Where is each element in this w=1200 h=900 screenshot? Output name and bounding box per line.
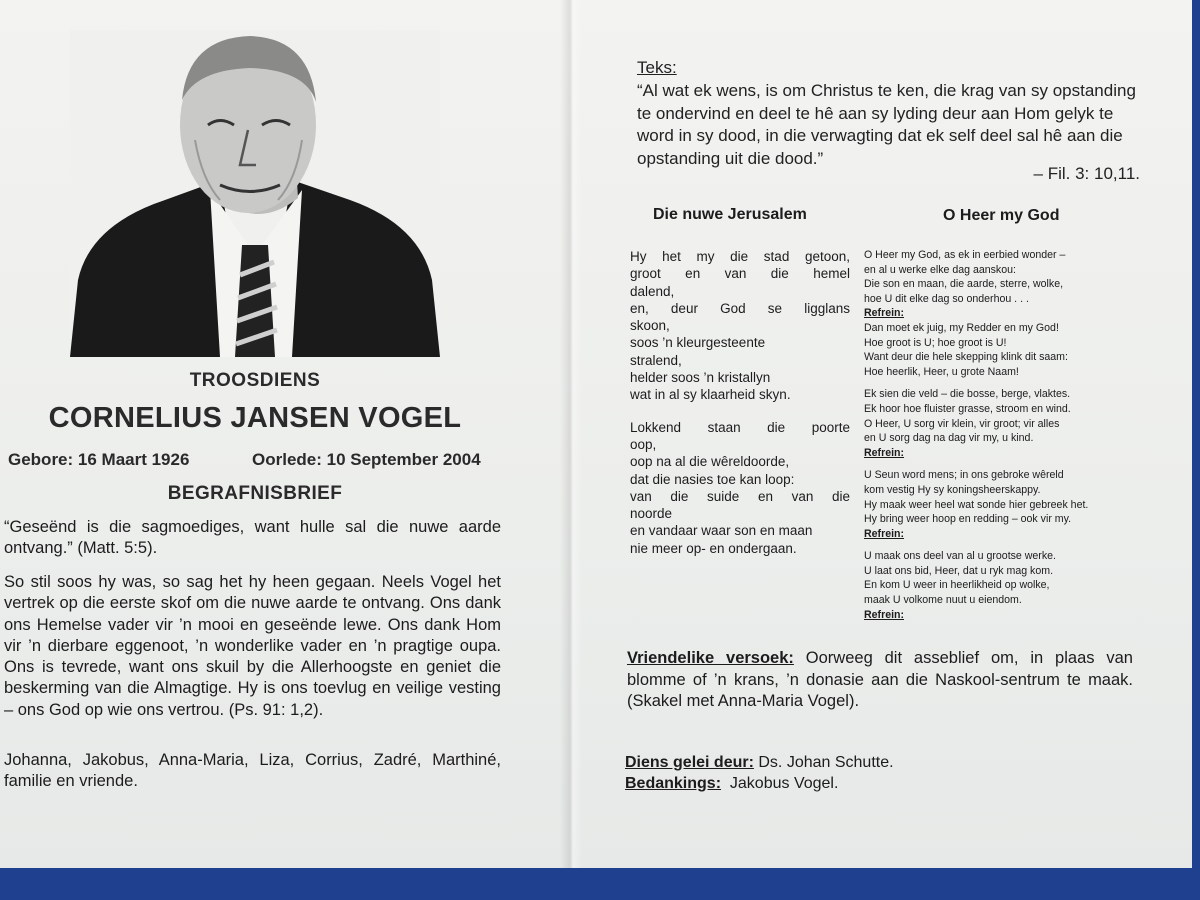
song-line: helder soos ’n kristallyn	[630, 370, 771, 386]
family-names: Johanna, Jakobus, Anna-Maria, Liza, Corrius, Zadré, Marthiné, familie en vriende.	[4, 751, 501, 790]
song-stanza	[864, 248, 1162, 306]
scripture-quote: “Geseënd is die sagmoediges, want hulle sal die nuwe aarde ontvang.” (Matt. 5:5).	[4, 518, 501, 557]
led-by-label: Diens gelei deur:	[625, 754, 754, 771]
service-title: TROOSDIENS	[189, 370, 321, 391]
song-line: en, deur God se ligglans	[630, 300, 850, 316]
song-line: van die suide en van die	[630, 488, 850, 504]
song-heer-title: O Heer my God	[943, 207, 1060, 224]
song-line: Hy bring weer hoop en redding – ook vir my.	[864, 513, 1072, 526]
song-line: groot en van die hemel	[630, 266, 850, 282]
song-line: Hoe heerlik, Heer, u grote Naam!	[864, 365, 1019, 378]
service-credits	[625, 752, 894, 794]
refrain-label: Refrein:	[864, 446, 905, 459]
led-by-value: Ds. Johan Schutte.	[753, 754, 894, 771]
song-line: wat in al sy klaarheid skyn.	[630, 387, 791, 403]
song-line: Ek sien die veld – die bosse, berge, vlaktes.	[864, 388, 1071, 401]
song-line: Want deur die hele skepping klink dit saam:	[864, 351, 1068, 364]
song-line: O Heer, U sorg vir klein, vir groot; vir alles	[864, 417, 1060, 430]
song-line: U maak ons deel van al u grootse werke.	[864, 550, 1056, 563]
song-refrain	[864, 306, 1162, 379]
request-label: Vriendelike versoek:	[627, 649, 794, 667]
song-line: kom vestig Hy sy koningsheerskappy.	[864, 483, 1041, 496]
song-line: en U sorg dag na dag vir my, u kind.	[864, 432, 1034, 445]
song-line: Dan moet ek juig, my Redder en my God!	[864, 321, 1059, 334]
thanks-label: Bedankings:	[625, 775, 722, 792]
song-heer	[864, 248, 1162, 630]
song-line: dalend,	[630, 283, 675, 299]
request-text: Oorweeg dit asseblief om, in plaas van blomme of ’n krans, ’n donasie aan die Naskool-sentrum te maak. (Skakel met Anna-Maria Vogel).	[627, 649, 1133, 710]
song-line: Hy het my die stad getoon,	[630, 249, 850, 264]
paper-fold	[560, 0, 582, 868]
text-label: Teks:	[637, 58, 677, 77]
song-line: Hoe groot is U; hoe groot is U!	[864, 336, 1007, 349]
song-line: Lokkend staan die poorte	[630, 419, 850, 435]
led-by-row	[625, 752, 894, 773]
thanks-row	[625, 773, 894, 794]
tribute-text: So stil soos hy was, so sag het hy heen gegaan. Neels Vogel het vertrek op die eerste skof om die nuwe aarde te ontvang. Ons dank ons Hemelse vader vir ’n mooi en geseënde lewe. Ons dank Hom vir ’n dierbare eggenoot, ’n wonderlike vader en ’n pragtige oupa. Ons is tevrede, want ons skuil by die Allerhoogste en geniet die beskerming van die Almagtige. Hy is ons toevlug en veilige vesting – ons God op wie ons vertrou. (Ps. 91: 1,2).	[4, 573, 501, 719]
song-line: nie meer op- en ondergaan.	[630, 540, 797, 556]
song-stanza	[864, 468, 1162, 541]
song-line: Ek hoor hoe fluister grasse, stroom en wind.	[864, 402, 1071, 415]
refrain-label: Refrein:	[864, 608, 905, 621]
deceased-name: CORNELIUS JANSEN VOGEL	[48, 402, 462, 434]
song-jerusalem	[630, 248, 850, 572]
song-line: oop,	[630, 436, 657, 452]
refrain-label: Refrein:	[864, 527, 905, 540]
song-line: maak U volkome nuut u eiendom.	[864, 594, 1022, 607]
song-line: oop na al die wêreldoorde,	[630, 454, 790, 470]
song-line: skoon,	[630, 318, 670, 334]
request-paragraph	[627, 648, 1133, 713]
song-stanza	[864, 549, 1162, 622]
song-line: soos ’n kleurgesteente	[630, 335, 766, 351]
song-stanza	[630, 419, 850, 557]
song-stanza	[630, 248, 850, 404]
song-stanza	[864, 387, 1162, 460]
refrain-label: Refrein:	[864, 307, 905, 320]
song-jerusalem-title: Die nuwe Jerusalem	[653, 206, 807, 223]
portrait-illustration	[70, 30, 440, 357]
song-line: en al u werke elke dag aanskou:	[864, 263, 1016, 276]
birth-date: Gebore: 16 Maart 1926	[8, 450, 190, 469]
left-page	[0, 0, 560, 868]
song-line: dat die nasies toe kan loop:	[630, 471, 795, 487]
song-line: En kom U weer in heerlikheid op wolke,	[864, 579, 1050, 592]
song-line: Die son en maan, die aarde, sterre, wolke,	[864, 278, 1064, 291]
song-line: stralend,	[630, 352, 682, 368]
song-line: noorde	[630, 506, 673, 522]
death-date: Oorlede: 10 September 2004	[252, 450, 481, 469]
song-line: O Heer my God, as ek in eerbied wonder –	[864, 249, 1066, 261]
song-line: Hy maak weer heel wat sonde hier gebreek het.	[864, 498, 1089, 511]
text-verse: “Al wat ek wens, is om Christus te ken, die krag van sy opstanding te ondervind en deel te hê aan sy lyding deur aan Hom gelyk te word in sy dood, in die verwagting dat ek self deel sal hê aan die opstanding uit die dood.”	[637, 81, 1136, 168]
right-page	[600, 0, 1190, 868]
song-line: U Seun word mens; in ons gebroke wêreld	[864, 469, 1064, 482]
portrait-photo	[70, 30, 440, 357]
letter-title: BEGRAFNISBRIEF	[167, 483, 343, 504]
song-line: U laat ons bid, Heer, dat u ryk mag kom.	[864, 564, 1054, 577]
song-line: hoe U dit elke dag so onderhou . . .	[864, 292, 1029, 305]
song-line: en vandaar waar son en maan	[630, 523, 813, 539]
text-reference: – Fil. 3: 10,11.	[1033, 164, 1140, 183]
thanks-value: Jakobus Vogel.	[721, 775, 839, 792]
